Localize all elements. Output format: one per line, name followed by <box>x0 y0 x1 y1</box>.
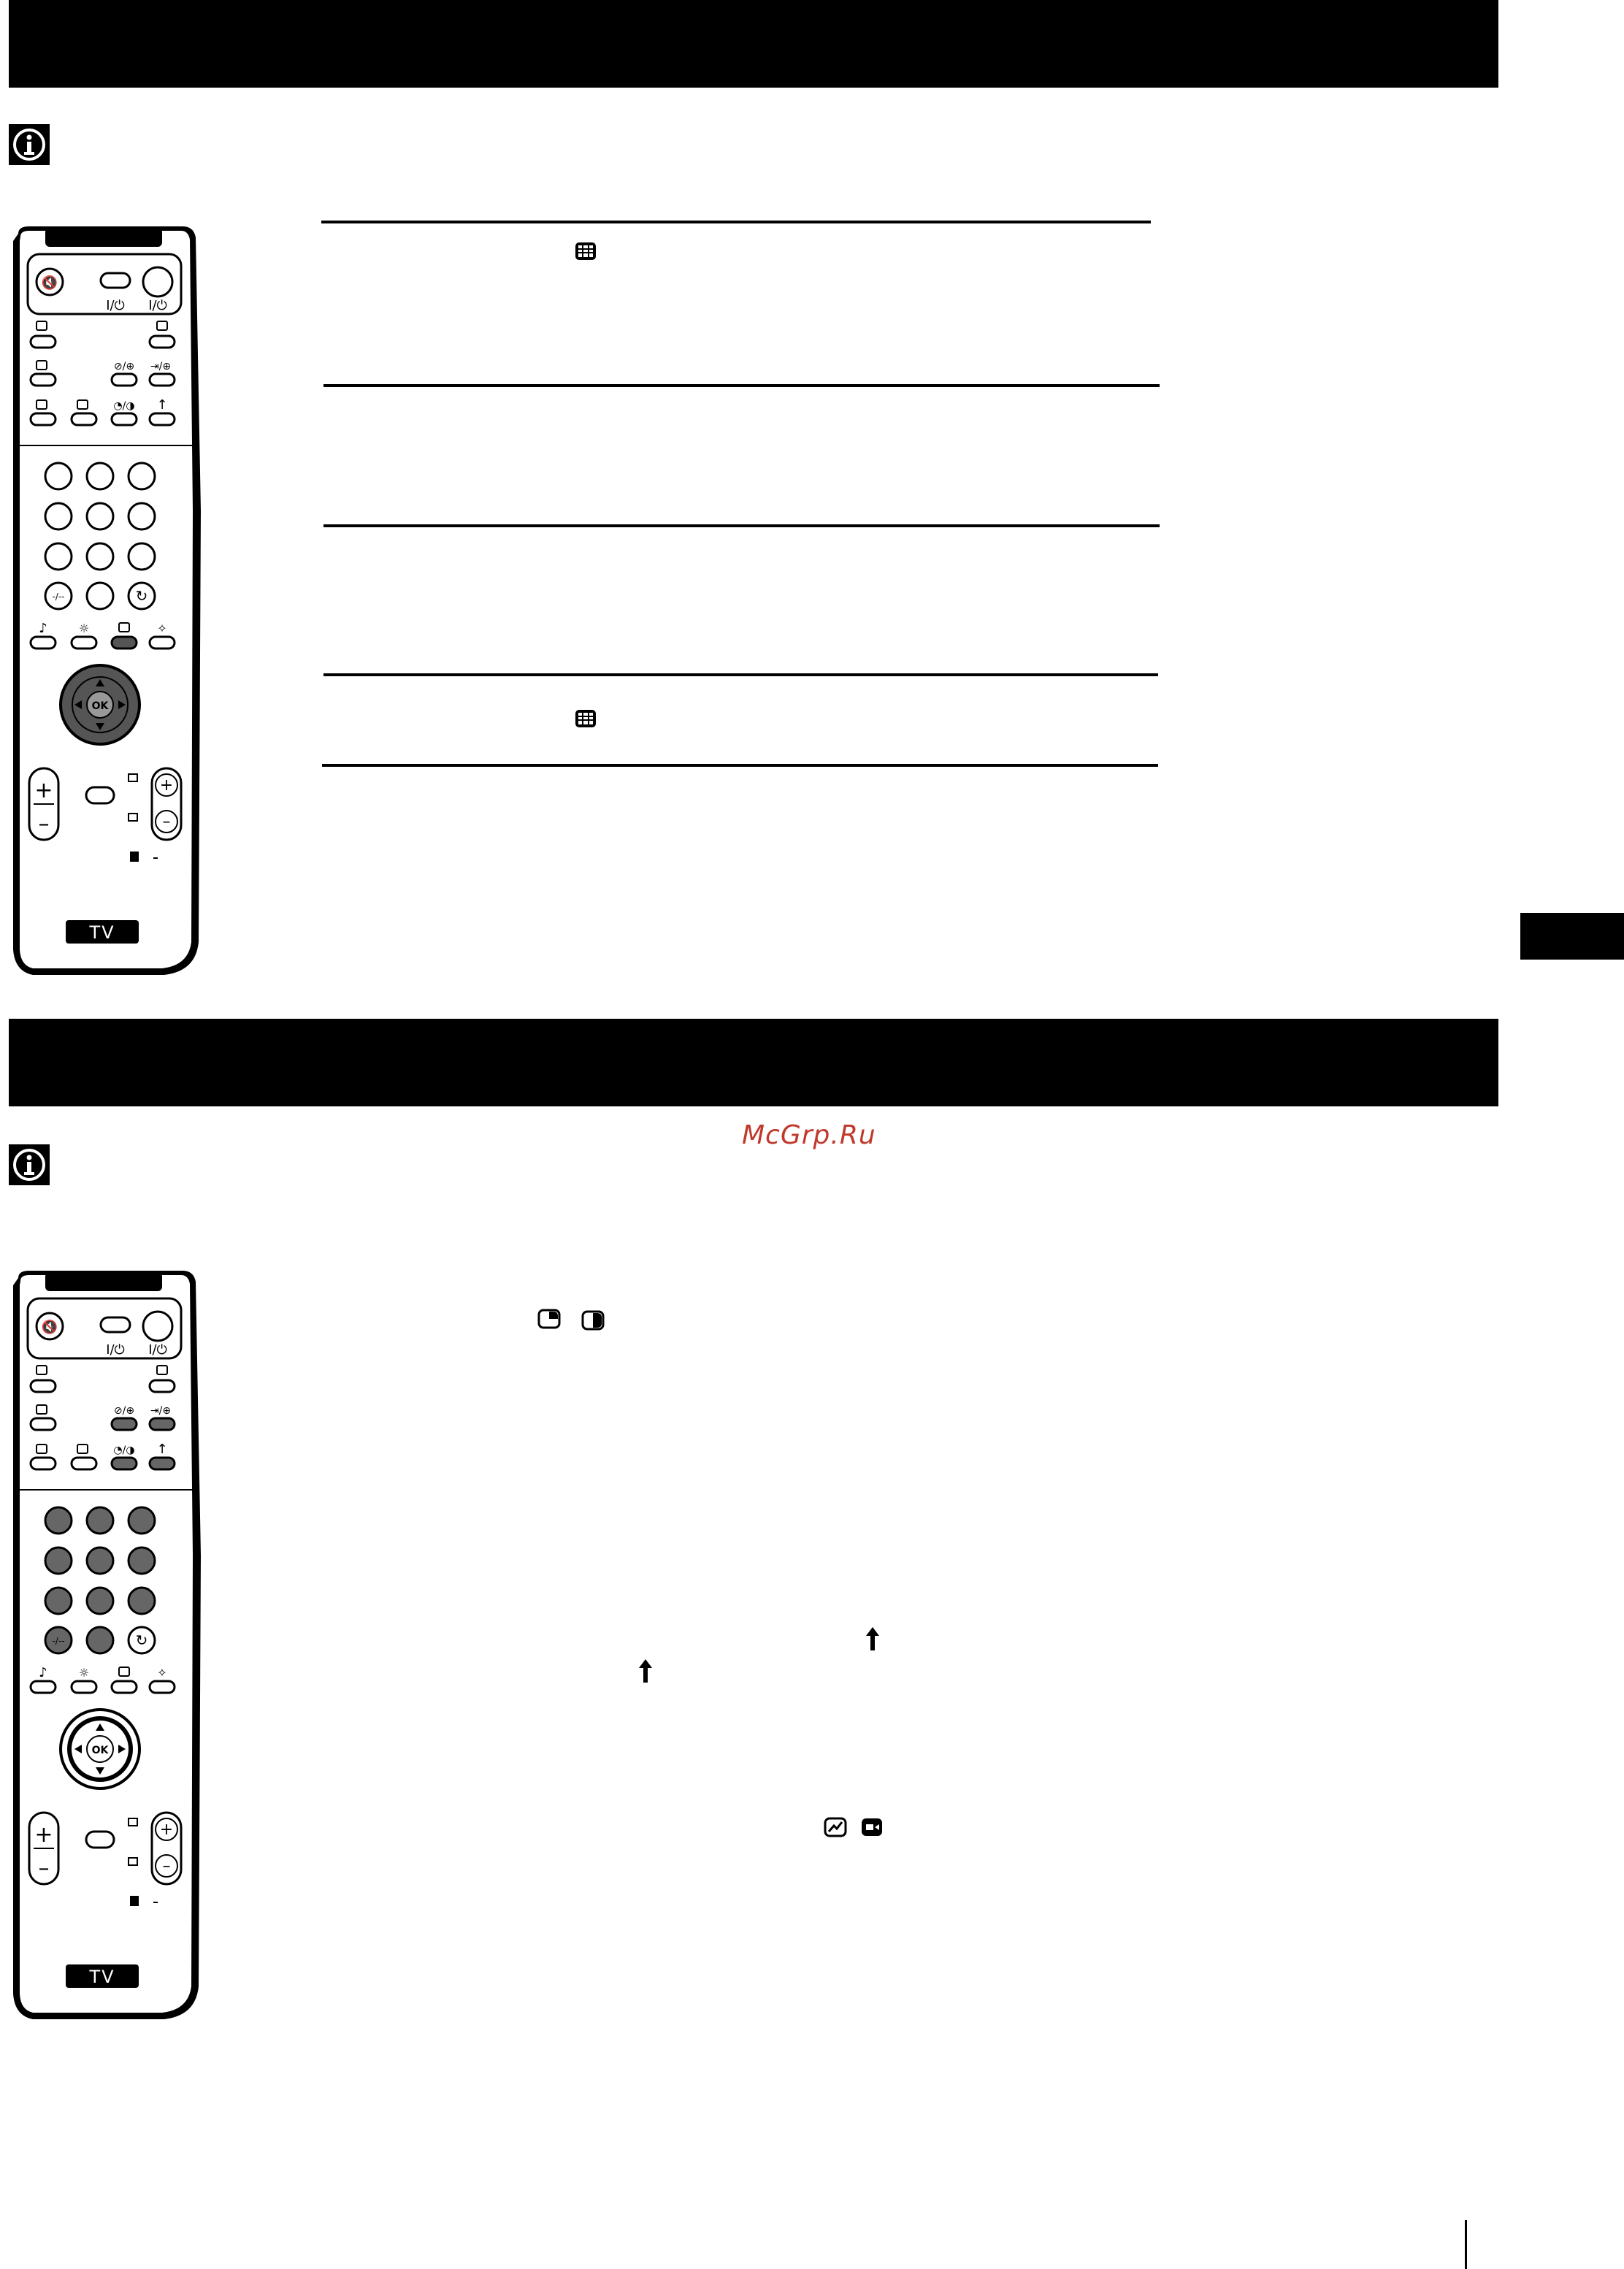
info-icon <box>9 124 50 165</box>
svg-text:+: + <box>159 1821 174 1839</box>
pip-icon <box>860 1817 884 1840</box>
up-arrow-icon <box>637 1658 654 1687</box>
svg-text:⊘/⊕: ⊘/⊕ <box>113 361 135 372</box>
remote-tv-label-2: TV <box>89 1967 115 1987</box>
svg-text:⇥/⊕: ⇥/⊕ <box>150 1405 172 1417</box>
svg-text:✧: ✧ <box>157 1666 167 1680</box>
svg-text:☼: ☼ <box>78 621 90 635</box>
power-label-2: I/⏻ <box>148 1342 167 1358</box>
up-arrow-icon <box>865 1626 881 1655</box>
svg-text:☼: ☼ <box>78 1666 90 1680</box>
ok-label-1: OK <box>91 700 109 712</box>
rule <box>323 673 1158 676</box>
svg-text:↑: ↑ <box>156 1442 168 1457</box>
svg-text:⇥/⊕: ⇥/⊕ <box>150 361 172 372</box>
svg-text:♪: ♪ <box>39 1665 47 1680</box>
section2-header-band <box>9 1019 1498 1106</box>
remote-control-diagram-2 <box>7 1263 201 2023</box>
dash-key-label: -/-- <box>52 592 65 602</box>
svg-text:🔇: 🔇 <box>41 275 58 291</box>
half-screen-icon <box>581 1310 605 1334</box>
svg-text:+: + <box>34 778 53 803</box>
svg-text:♪: ♪ <box>39 621 47 636</box>
section-tab-marker <box>1520 913 1624 960</box>
remote-tv-label-1: TV <box>89 922 115 943</box>
svg-text:◔/◑: ◔/◑ <box>113 1445 135 1456</box>
rule <box>322 764 1158 767</box>
svg-text:–: – <box>162 813 171 831</box>
svg-text:–: – <box>38 1856 50 1881</box>
ok-label-2: OK <box>91 1745 109 1756</box>
svg-text:–: – <box>162 1857 171 1875</box>
remote-control-diagram-1 <box>7 219 201 979</box>
teletext-icon <box>574 241 597 264</box>
power-label-2: I/⏻ <box>148 298 167 313</box>
teletext-icon <box>574 708 597 732</box>
dash-key-label: -/-- <box>52 1636 65 1646</box>
svg-text:–: – <box>38 811 50 837</box>
watermark: McGrp.Ru <box>742 1120 876 1150</box>
svg-text:↻: ↻ <box>135 1631 148 1649</box>
section1-header-band <box>9 0 1498 88</box>
page-edge-line <box>1465 2220 1467 2269</box>
svg-text:⊘/⊕: ⊘/⊕ <box>113 1405 135 1417</box>
power-label-1: I/⏻ <box>106 1342 125 1358</box>
svg-text:+: + <box>34 1822 53 1848</box>
rule <box>323 524 1160 527</box>
split-screen-icon <box>537 1309 561 1332</box>
picture-icon <box>824 1817 847 1840</box>
info-icon <box>9 1144 50 1185</box>
power-label-1: I/⏻ <box>106 298 125 313</box>
rule <box>323 384 1160 387</box>
svg-text:↑: ↑ <box>156 397 168 413</box>
svg-text:◔/◑: ◔/◑ <box>113 400 135 412</box>
svg-text:+: + <box>159 776 174 795</box>
svg-text:↻: ↻ <box>135 587 148 605</box>
rule <box>321 221 1151 223</box>
svg-text:🔇: 🔇 <box>41 1320 58 1335</box>
svg-text:✧: ✧ <box>157 621 167 635</box>
